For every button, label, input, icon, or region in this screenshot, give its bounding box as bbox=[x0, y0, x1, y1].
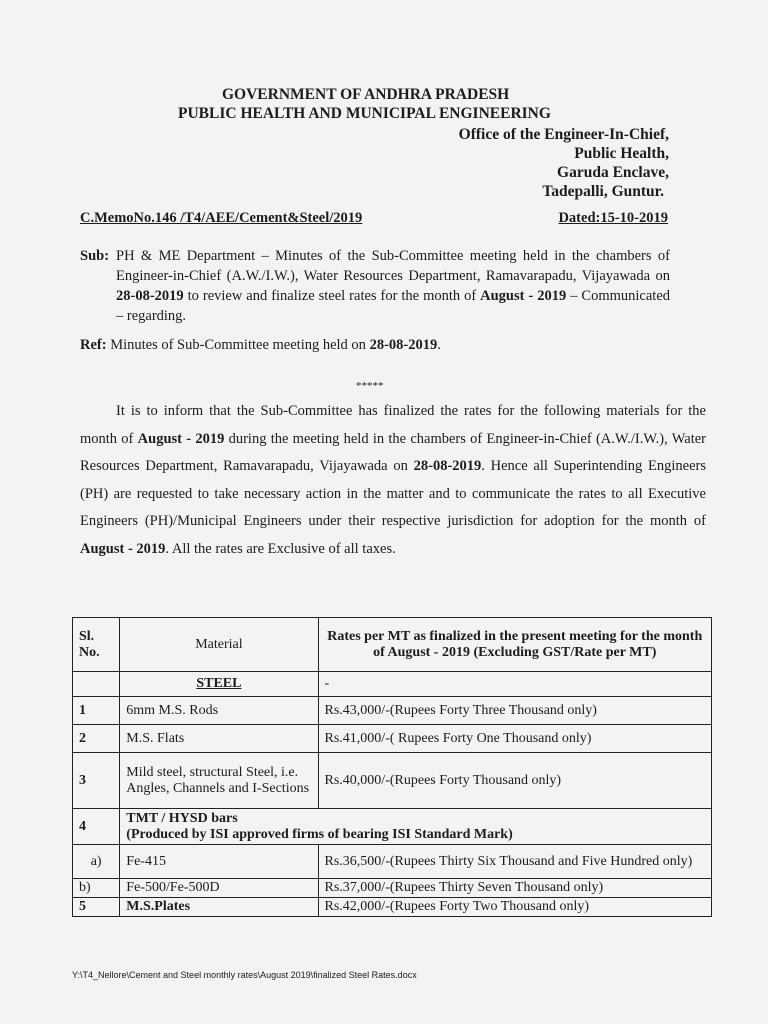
subject-block bbox=[80, 246, 670, 326]
memo-number: C.MemoNo.146 /T4/AEE/Cement&Steel/2019 bbox=[80, 210, 363, 226]
header-material: Material bbox=[120, 618, 318, 672]
section-row bbox=[73, 672, 712, 697]
rates-table bbox=[72, 617, 712, 917]
office-line-2: Public Health, bbox=[574, 145, 669, 162]
header-rate: Rates per MT as finalized in the present meeting for the month of August - 2019 (Excluding GST/Rate per MT) bbox=[318, 618, 711, 672]
department-heading: PUBLIC HEALTH AND MUNICIPAL ENGINEERING bbox=[178, 105, 551, 122]
table-row: b) Fe-500/Fe-500D Rs.37,000/-(Rupees Thirty Seven Thousand only) bbox=[73, 879, 712, 898]
section-steel: STEEL bbox=[120, 672, 318, 697]
government-heading: GOVERNMENT OF ANDHRA PRADESH bbox=[222, 86, 510, 103]
reference-line: Ref: Minutes of Sub-Committee meeting held on 28-08-2019. bbox=[80, 337, 441, 353]
table-row-tmt: 4 TMT / HYSD bars (Produced by ISI approved firms of bearing ISI Standard Mark) bbox=[73, 809, 712, 845]
header-sl: Sl. No. bbox=[73, 618, 120, 672]
memo-date: Dated:15-10-2019 bbox=[558, 210, 668, 226]
reference-label: Ref: bbox=[80, 337, 107, 353]
body-paragraph: It is to inform that the Sub-Committee has finalized the rates for the following materials for the month of August - 2019 during the meeting held in the chambers of Engineer-in-Chief (A.W./I.W.), Water Resources Department, Ramavarapadu, Vijayawada on 28-08-2019. Hence all Superintending Engineers (PH) are requested to take necessary action in the matter and to communicate the rates to all Executive Engineers (PH)/Municipal Engineers under their respective jurisdiction for adoption for the month of August - 2019. All the rates are Exclusive of all taxes. bbox=[80, 403, 707, 557]
tmt-description: TMT / HYSD bars (Produced by ISI approved firms of bearing ISI Standard Mark) bbox=[120, 809, 712, 845]
table-row: 3 Mild steel, structural Steel, i.e. Angles, Channels and I-Sections Rs.40,000/-(Rupees Forty Thousand only) bbox=[73, 753, 712, 809]
table-row: 1 6mm M.S. Rods Rs.43,000/-(Rupees Forty Three Thousand only) bbox=[73, 697, 712, 725]
office-line-3: Garuda Enclave, bbox=[557, 164, 669, 181]
separator: ***** bbox=[356, 380, 384, 392]
subject-text: PH & ME Department – Minutes of the Sub-Committee meeting held in the chambers of Engineer-in-Chief (A.W./I.W.), Water Resources Department, Ramavarapadu, Vijayawada on 28-08-2019 to review and finalize steel rates for the month of August - 2019 – Communicated – regarding. bbox=[116, 248, 671, 324]
office-line-1: Office of the Engineer-In-Chief, bbox=[458, 126, 669, 143]
table-header-row bbox=[73, 618, 712, 672]
table-row: 2 M.S. Flats Rs.41,000/-( Rupees Forty One Thousand only) bbox=[73, 725, 712, 753]
table-row: a) Fe-415 Rs.36,500/-(Rupees Thirty Six Thousand and Five Hundred only) bbox=[73, 845, 712, 879]
office-line-4: Tadepalli, Guntur. bbox=[542, 183, 664, 200]
subject-label: Sub: bbox=[80, 248, 110, 264]
table-row: 5 M.S.Plates Rs.42,000/-(Rupees Forty Two Thousand only) bbox=[73, 898, 712, 917]
file-path-footer: Y:\T4_Nellore\Cement and Steel monthly rates\August 2019\finalized Steel Rates.docx bbox=[72, 970, 417, 980]
section-rate: - bbox=[318, 672, 711, 697]
